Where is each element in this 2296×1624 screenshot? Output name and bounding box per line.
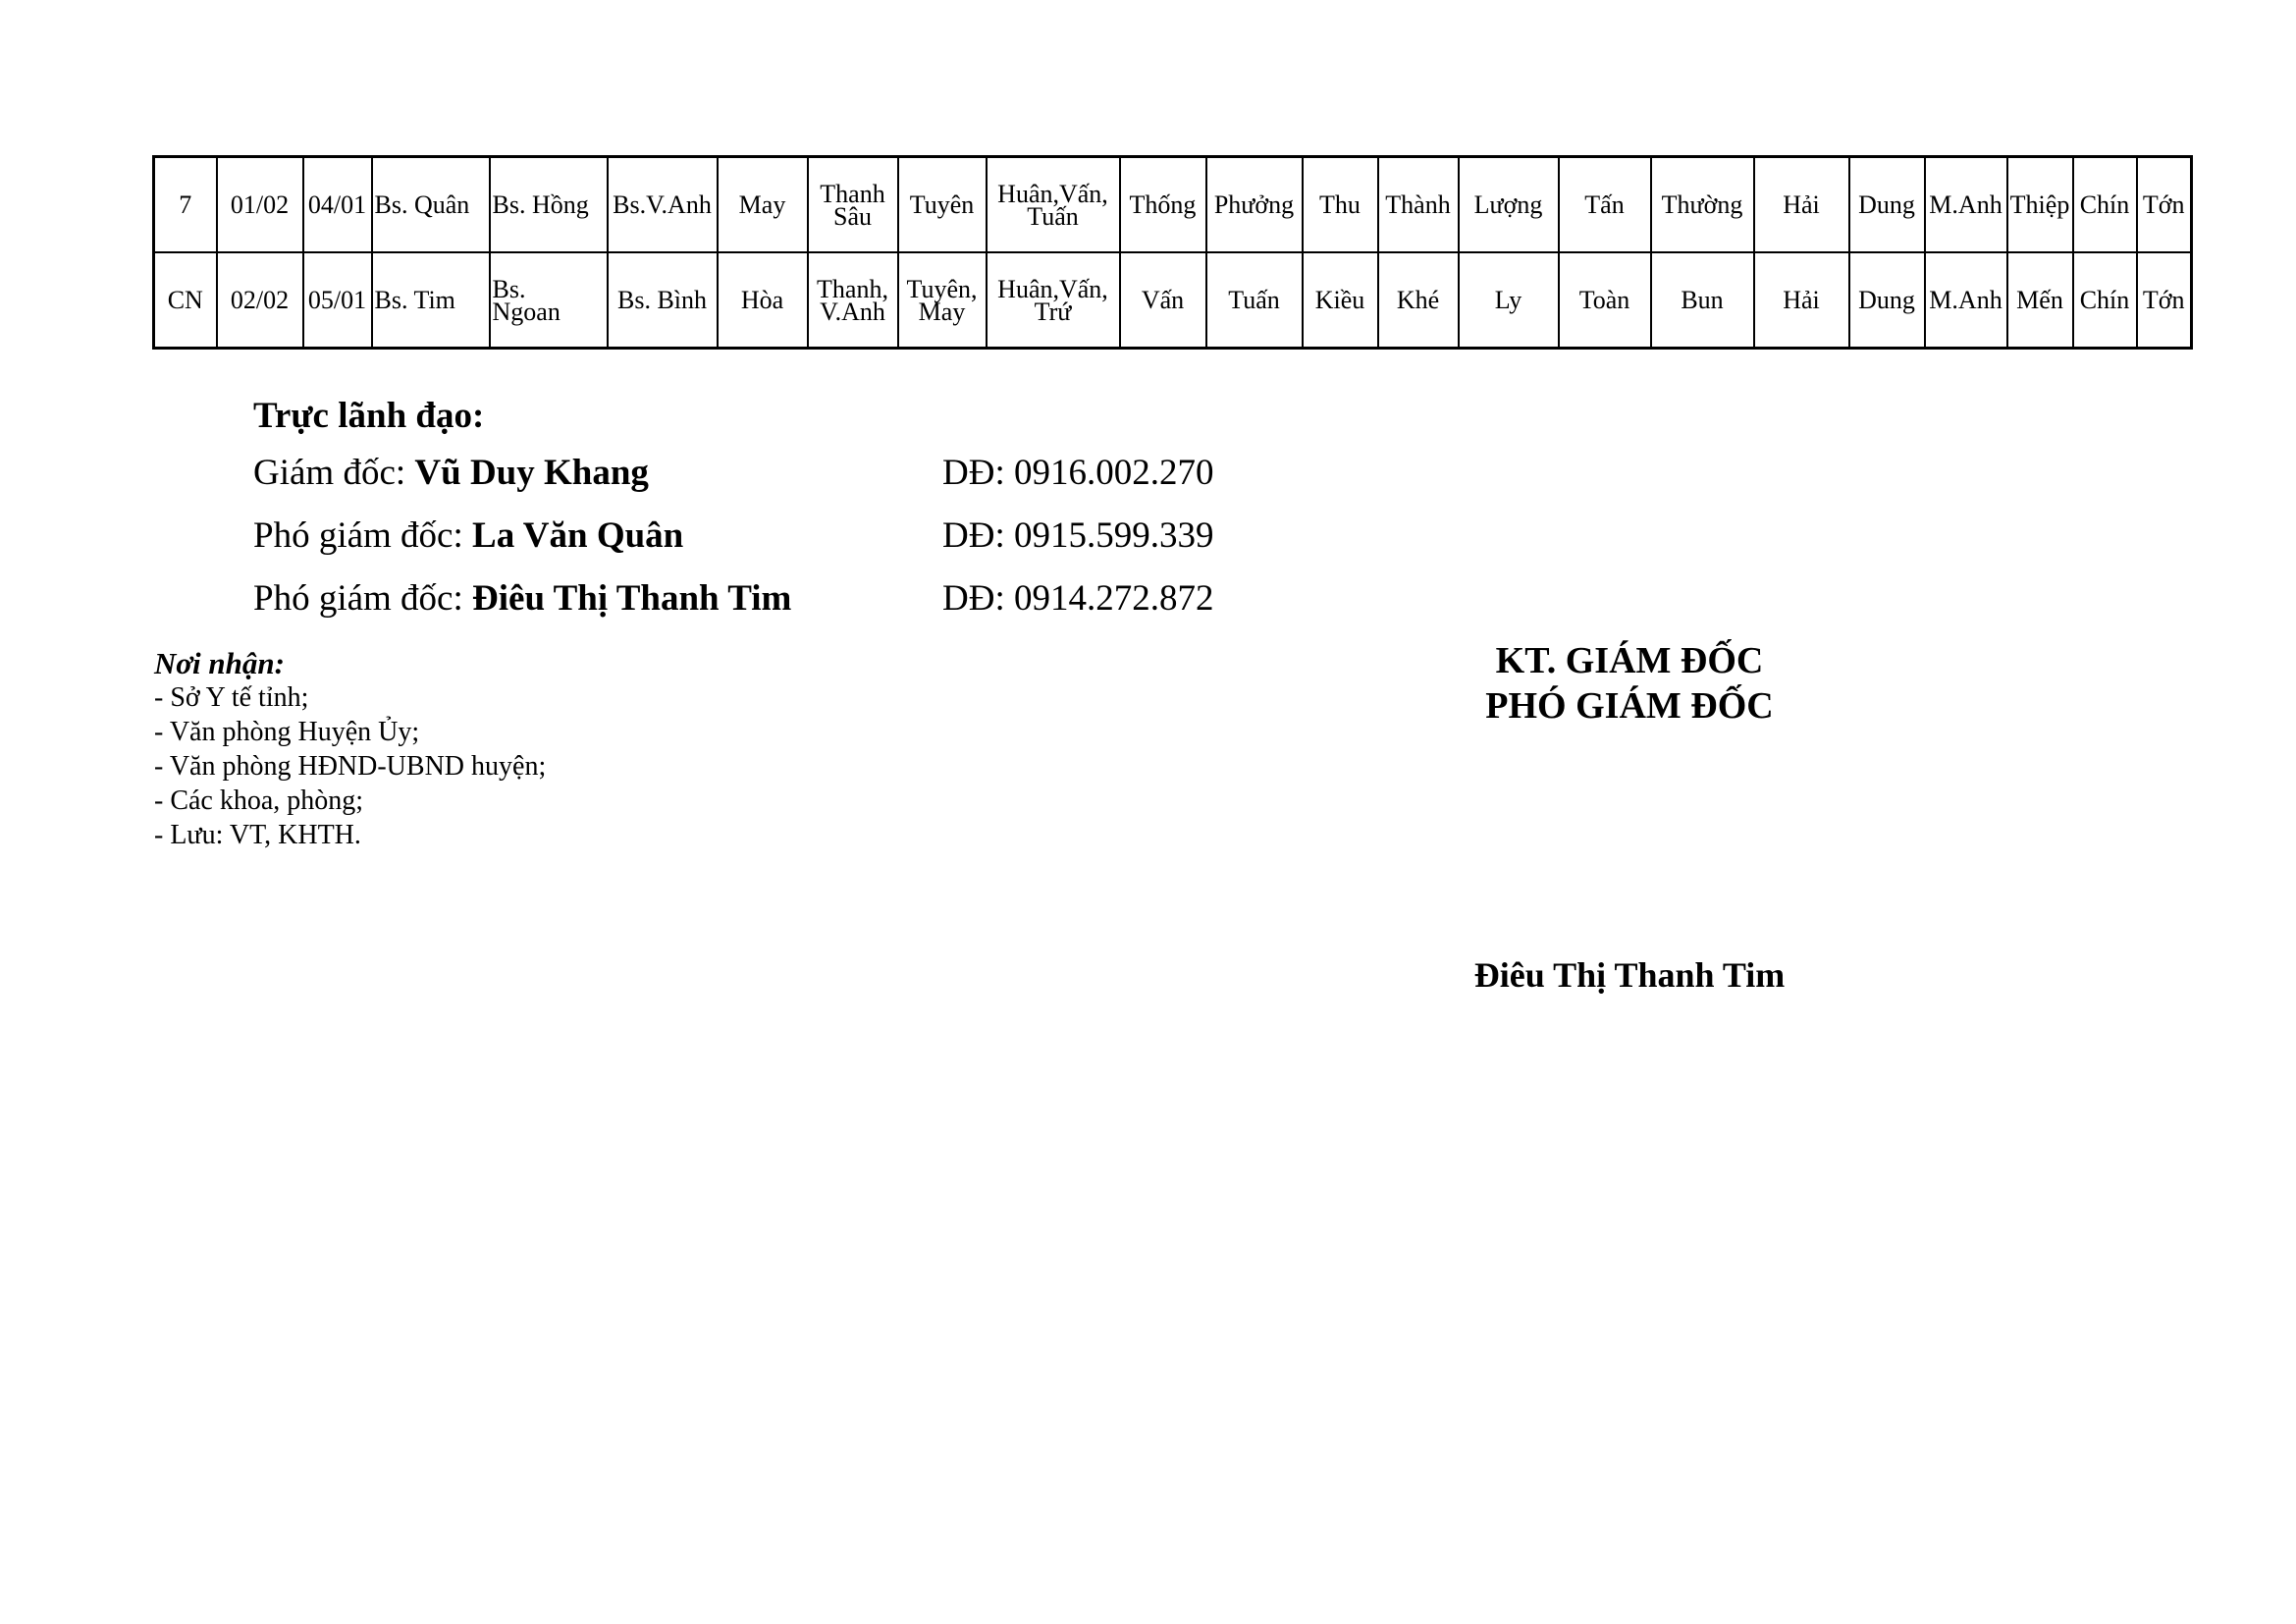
roster-cell: M.Anh [1925,157,2007,253]
leader-phone: DĐ: 0916.002.270 [942,453,1214,493]
roster-cell-line: Thanh [820,179,885,208]
roster-row [154,252,2192,349]
roster-cell: Hải [1754,252,1849,349]
leader-role: Phó giám đốc: [253,578,473,619]
recipient-item: - Sở Y tế tỉnh; [154,682,309,713]
roster-cell-line: Huân,Vấn, [997,179,1108,208]
leader-row [253,442,1333,505]
roster-cell: M.Anh [1925,252,2007,349]
signer-name: Điêu Thị Thanh Tim [1473,955,1786,995]
leader-name: La Văn Quân [472,515,684,556]
recipient-item: - Văn phòng HĐND-UBND huyện; [154,751,547,782]
roster-cell-line: Sâu [833,201,872,231]
roster-cell: 01/02 [217,157,303,253]
recipients-section [154,646,546,852]
roster-cell-line: May [918,297,966,326]
roster-cell: Tớn [2137,157,2192,253]
recipient-item: - Văn phòng Huyện Ủy; [154,717,420,747]
roster-cell [808,252,898,349]
roster-cell [987,157,1120,253]
leader-phone: DĐ: 0914.272.872 [942,578,1214,619]
roster-cell: Thiệp [2007,157,2073,253]
roster-cell: Chín [2073,252,2137,349]
roster-cell: Hòa [718,252,808,349]
roster-cell-line: Tuyên, [906,274,978,303]
roster-cell: Mến [2007,252,2073,349]
roster-cell: Thu [1303,157,1378,253]
leader-role: Giám đốc: [253,453,415,493]
recipient-item: - Lưu: VT, KHTH. [154,820,361,850]
leader-name: Điêu Thị Thanh Tim [472,578,792,619]
roster-cell: 02/02 [217,252,303,349]
roster-cell: May [718,157,808,253]
roster-cell: Bs. Tim [372,252,490,349]
roster-cell: Thường [1651,157,1754,253]
roster-cell: Thành [1378,157,1459,253]
roster-cell: Bun [1651,252,1754,349]
roster-cell: Chín [2073,157,2137,253]
roster-cell: Tuyên [898,157,987,253]
signature-title-line2: PHÓ GIÁM ĐỐC [1485,685,1774,727]
leader-row [253,568,1333,630]
roster-cell: Dung [1849,252,1925,349]
roster-cell: Ly [1459,252,1559,349]
roster-cell: Thống [1120,157,1206,253]
roster-cell: Tuấn [1206,252,1303,349]
roster-cell [808,157,898,253]
roster-body [154,157,2192,349]
roster-cell-line: Trứ [1034,297,1072,326]
roster-cell [490,252,608,349]
signature-title-line1: KT. GIÁM ĐỐC [1495,640,1764,681]
leadership-section [253,391,1333,630]
roster-cell: 7 [154,157,217,253]
roster-cell: 05/01 [303,252,372,349]
leadership-title: Trực lãnh đạo: [253,396,485,436]
leader-phone: DĐ: 0915.599.339 [942,515,1214,556]
roster-cell: Toàn [1559,252,1651,349]
roster-cell [987,252,1120,349]
roster-cell-line: V.Anh [820,297,885,326]
duty-roster-table [152,155,2193,350]
roster-cell: Tớn [2137,252,2192,349]
roster-cell [898,252,987,349]
roster-cell-line: Bs. [492,274,526,303]
roster-cell: Kiều [1303,252,1378,349]
leader-name: Vũ Duy Khang [414,453,649,493]
leader-row [253,505,1333,568]
roster-cell-line: Huân,Vấn, [997,274,1108,303]
recipients-heading: Nơi nhận: [154,646,285,680]
roster-cell-line: Ngoan [492,297,561,326]
roster-cell: Tấn [1559,157,1651,253]
roster-cell: Lượng [1459,157,1559,253]
roster-cell: 04/01 [303,157,372,253]
roster-cell: Vấn [1120,252,1206,349]
roster-cell: Bs. Bình [608,252,718,349]
roster-cell: Phưởng [1206,157,1303,253]
roster-row [154,157,2192,253]
roster-cell: Khé [1378,252,1459,349]
roster-cell: Bs. Quân [372,157,490,253]
roster-cell: Bs.V.Anh [608,157,718,253]
recipient-item: - Các khoa, phòng; [154,785,364,816]
leader-role: Phó giám đốc: [253,515,473,556]
roster-cell: Dung [1849,157,1925,253]
roster-cell: Hải [1754,157,1849,253]
roster-cell-line: Tuấn [1027,201,1079,231]
roster-cell: Bs. Hồng [490,157,608,253]
roster-cell-line: Thanh, [817,274,888,303]
roster-cell: CN [154,252,217,349]
